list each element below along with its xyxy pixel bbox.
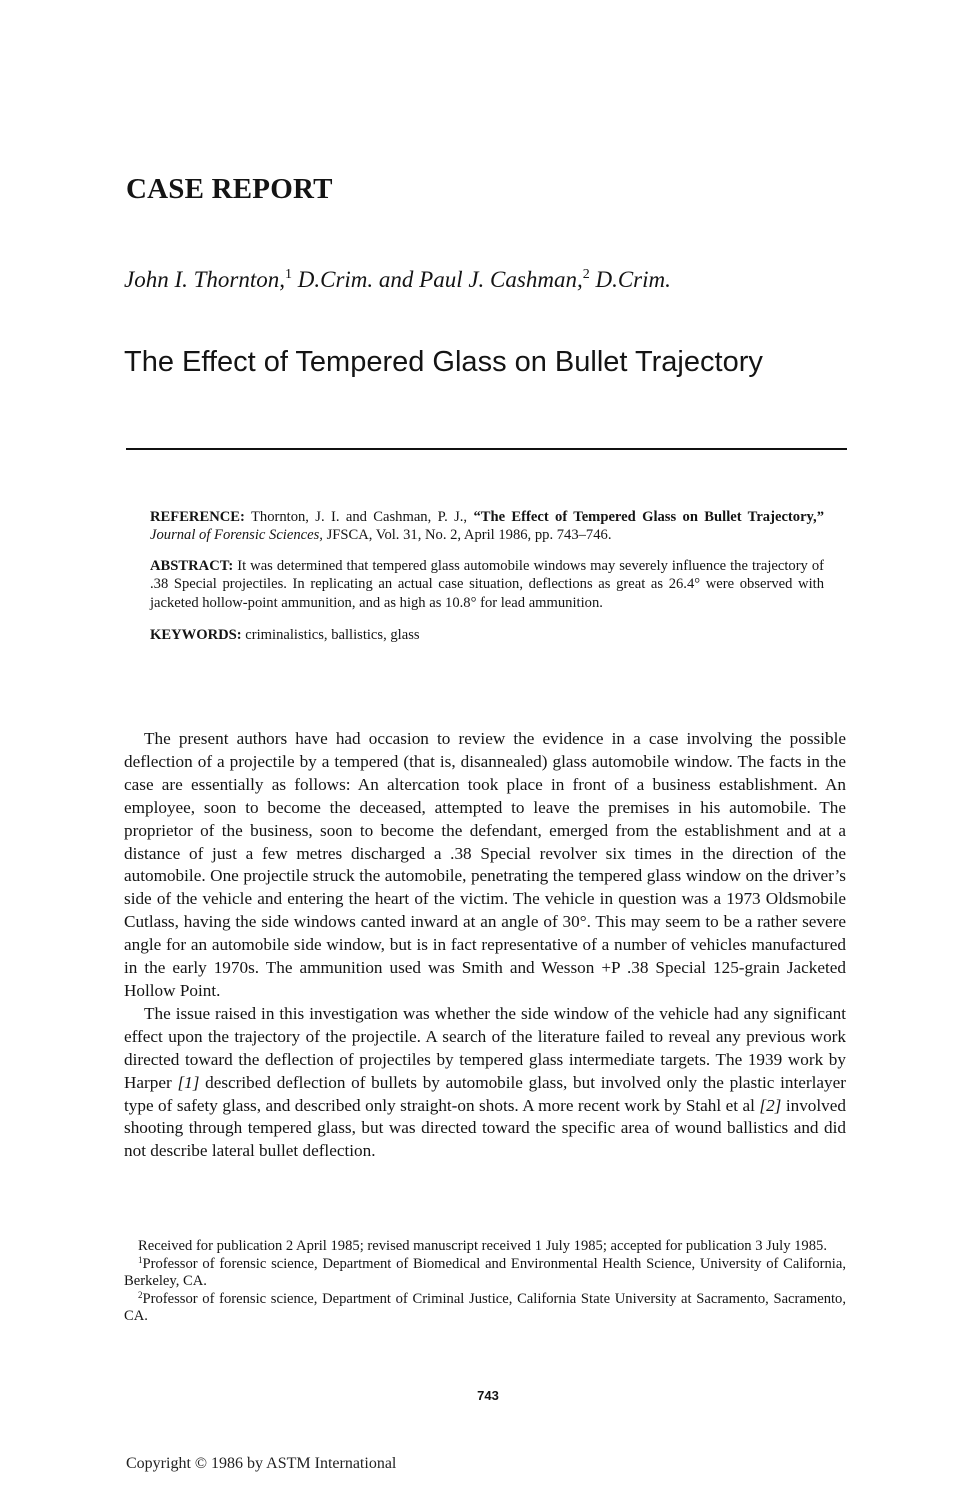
footnote-2 bbox=[124, 1291, 846, 1326]
abstract-block bbox=[150, 508, 824, 644]
body-paragraph-2 bbox=[124, 1003, 846, 1163]
footnote-received: Received for publication 2 April 1985; revised manuscript received 1 July 1985; accepted for publication 3 July 1985. bbox=[138, 1238, 827, 1254]
author-2-name: Paul J. Cashman, bbox=[419, 267, 583, 292]
abstract-paragraph bbox=[150, 557, 824, 612]
citation-ref-2: [2] bbox=[759, 1095, 782, 1115]
article-title: The Effect of Tempered Glass on Bullet Trajectory bbox=[124, 346, 763, 378]
author-2-footnote-mark: 2 bbox=[582, 267, 590, 282]
section-label: CASE REPORT bbox=[126, 173, 333, 205]
footnote-2-text: Professor of forensic science, Department of Criminal Justice, California State University at Sacramento, Sacramento, CA. bbox=[124, 1290, 846, 1325]
footnote-1-mark: 1 bbox=[138, 1254, 143, 1265]
footnote-2-mark: 2 bbox=[138, 1289, 143, 1300]
body-paragraph-2-text-a: The issue raised in this investigation was whether the side window of the vehicle had any significant effect upon the trajectory of the projectile. A search of the literature failed to reveal any previous work directed toward the deflection of projectiles by tempered glass intermediate targets. The 1939 work by Harper bbox=[124, 1003, 846, 1092]
author-line bbox=[124, 266, 671, 294]
abstract-text: It was determined that tempered glass automobile windows may severely influence the trajectory of .38 Special projectiles. In replicating an actual case situation, deflections as great as 26.4° were observed with jacketed hollow-point ammunition, and as high as 10.8° for lead ammunition. bbox=[150, 557, 825, 611]
reference-article-title: “The Effect of Tempered Glass on Bullet Trajectory,” bbox=[473, 509, 824, 525]
keywords-text: criminalistics, ballistics, glass bbox=[245, 627, 420, 644]
footnotes bbox=[124, 1238, 846, 1326]
body-paragraph-2-text-c: involved shooting through tempered glass, but was directed toward the specific area of wound ballistics and did not describe lateral bullet deflection. bbox=[124, 1095, 846, 1161]
author-joiner: and bbox=[378, 267, 414, 292]
citation-ref-1: [1] bbox=[177, 1072, 200, 1092]
author-2-degree: D.Crim. bbox=[595, 267, 671, 292]
reference-paragraph bbox=[150, 508, 824, 545]
reference-label: REFERENCE: bbox=[150, 509, 245, 525]
keywords-paragraph bbox=[150, 626, 824, 644]
author-1-footnote-mark: 1 bbox=[285, 267, 292, 282]
body-text bbox=[124, 728, 846, 1163]
abstract-label: ABSTRACT: bbox=[150, 557, 234, 574]
author-1-name: John I. Thornton, bbox=[124, 267, 285, 292]
reference-journal: Journal of Forensic Sciences, bbox=[150, 527, 323, 544]
footnote-1 bbox=[124, 1256, 846, 1291]
body-paragraph-1: The present authors have had occasion to review the evidence in a case involving the possible deflection of a projectile by a tempered (that is, disannealed) glass automobile window. The facts in the case are essentially as follows: An altercation took place in front of a business establishment. An employee, soon to become the deceased, attempted to leave the premises in his automobile. The proprietor of the business, soon to become the defendant, emerged from the establishment and at a distance of just a few metres discharged a .38 Special revolver six times in the direction of the automobile. One projectile struck the automobile, penetrating the tempered glass window on the driver’s side of the vehicle and entering the heart of the victim. The vehicle in question was a 1973 Oldsmobile Cutlass, having the side windows canted inward at an angle of 30°. This may seem to be a rather severe angle for an automobile side window, but is in fact representative of a number of vehicles manufactured in the early 1970s. The ammunition used was Smith and Wesson +P .38 Special 125-grain Jacketed Hollow Point. bbox=[124, 729, 846, 1000]
title-divider bbox=[126, 448, 847, 450]
body-paragraph-2-text-b: described deflection of bullets by automobile glass, but involved only the plastic interlayer type of safety glass, and described only straight-on shots. A more recent work by Stahl et al bbox=[124, 1072, 846, 1115]
author-1-degree: D.Crim. bbox=[297, 267, 374, 292]
copyright-notice: Copyright © 1986 by ASTM International bbox=[126, 1455, 397, 1472]
keywords-label: KEYWORDS: bbox=[150, 627, 242, 644]
reference-authors: Thornton, J. I. and Cashman, P. J., bbox=[250, 509, 468, 525]
footnote-1-text: Professor of forensic science, Department of Biomedical and Environmental Health Science, University of California, Berkeley, CA. bbox=[124, 1255, 846, 1290]
page-number: 743 bbox=[477, 1388, 499, 1403]
reference-citation: JFSCA, Vol. 31, No. 2, April 1986, pp. 743–746. bbox=[326, 527, 612, 544]
